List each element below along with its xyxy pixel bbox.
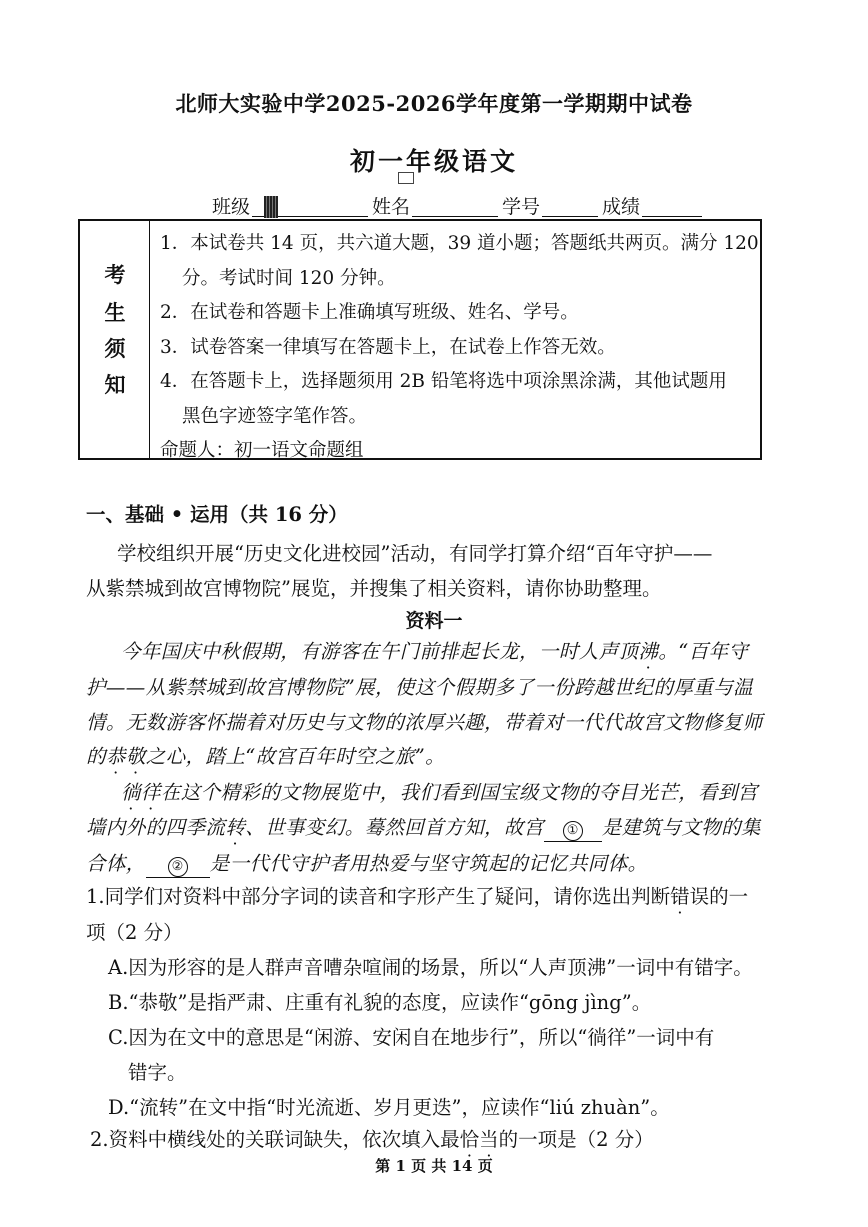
option-b[interactable]: B.“恭敬”是指严肃、庄重有礼貌的态度，应读作“gōng jìng”。 bbox=[108, 991, 652, 1014]
blank-2[interactable] bbox=[146, 852, 210, 878]
option-a[interactable]: A.因为形容的是人群声音嘈杂喧闹的场景，所以“人声顶沸”一词中有错字。 bbox=[108, 956, 753, 979]
notice-item: 3．试卷答案一律填写在答题卡上，在试卷上作答无效。 bbox=[160, 336, 616, 358]
class-field[interactable] bbox=[252, 196, 368, 217]
notice-item: 2．在试卷和答题卡上准确填写班级、姓名、学号。 bbox=[160, 302, 579, 323]
dotted-char: 沸 bbox=[638, 640, 659, 663]
question-1-cont: 项（2 分） bbox=[86, 921, 183, 944]
student-info-row bbox=[212, 192, 706, 219]
material-line bbox=[121, 777, 758, 805]
dotted-char: 敬 bbox=[125, 745, 146, 768]
dotted-char: 恰 bbox=[459, 1128, 480, 1151]
section-heading: 一、基础 • 运用（共 16 分） bbox=[86, 503, 348, 526]
material-line bbox=[86, 812, 761, 842]
text-span: 之心，踏上“故宫百年时空之旅”。 bbox=[145, 745, 446, 768]
text-span: 。“百年守 bbox=[658, 640, 749, 663]
id-label: 学号 bbox=[502, 196, 541, 218]
dotted-char: 当 bbox=[479, 1128, 499, 1151]
exam-subtitle: 初一年级语文 bbox=[349, 147, 518, 176]
score-field[interactable] bbox=[642, 196, 702, 217]
dotted-char: 恭 bbox=[105, 745, 126, 768]
material-line bbox=[86, 848, 648, 878]
material-title: 资料一 bbox=[405, 610, 463, 632]
material-line: 护——从紫禁城到故宫博物院”展，使这个假期多了一份跨越世纪的厚重与温 bbox=[86, 676, 754, 699]
text-span: 1.同学们对资料中部分字词的读音和字形产生了疑问，请你选出判断 bbox=[86, 885, 671, 908]
notice-item: 1．本试卷共 14 页，共六道大题，39 道小题；答题纸共两页。满分 120 bbox=[160, 233, 759, 254]
handwritten-scribble bbox=[264, 196, 278, 218]
option-c-cont: 错字。 bbox=[128, 1061, 187, 1084]
dotted-char: 徜 bbox=[121, 781, 141, 804]
notice-author: 命题人：初一语文命题组 bbox=[160, 440, 364, 461]
notice-item: 分。考试时间 120 分钟。 bbox=[182, 267, 396, 289]
option-c[interactable]: C.因为在文中的意思是“闲游、安闲自在地步行”，所以“徜徉”一词中有 bbox=[108, 1026, 715, 1049]
material-line bbox=[121, 636, 748, 664]
notice-char: 知 bbox=[104, 372, 126, 397]
text-span: 墙内外的四季流 bbox=[86, 816, 226, 839]
class-label: 班级 bbox=[212, 196, 251, 218]
text-span: 今年国庆中秋假期，有游客在午门前排起长龙，一时人声顶 bbox=[121, 640, 639, 663]
material-line bbox=[86, 741, 445, 769]
notice-item: 4．在答题卡上，选择题须用 2B 铅笔将选中项涂黑涂满，其他试题用 bbox=[160, 371, 727, 392]
intro-line-2: 从紫禁城到故宫博物院”展览，并搜集了相关资料，请你协助整理。 bbox=[86, 577, 662, 600]
text-span: 的一项是（2 分） bbox=[498, 1128, 654, 1151]
question-1 bbox=[86, 881, 748, 909]
dotted-char: 转 bbox=[225, 816, 246, 839]
intro-line-1: 学校组织开展“历史文化进校园”活动，有同学打算介绍“百年守护—— bbox=[117, 542, 713, 565]
stamp-mark bbox=[398, 172, 414, 184]
blank-1[interactable] bbox=[544, 816, 602, 842]
exam-notice-box bbox=[78, 219, 762, 460]
name-field[interactable] bbox=[412, 196, 498, 217]
notice-body bbox=[160, 227, 759, 469]
id-field[interactable] bbox=[542, 196, 598, 217]
text-span: 、世事变幻。蓦然回首方知，故宫 bbox=[245, 816, 544, 839]
blank-number: ② bbox=[168, 857, 188, 877]
notice-char: 考 bbox=[104, 262, 126, 287]
question-2 bbox=[90, 1124, 654, 1152]
text-span: 合体， bbox=[86, 852, 146, 875]
text-span: 是一代代守护者用热爱与坚守筑起的记忆共同体。 bbox=[209, 852, 648, 875]
text-span: 2.资料中横线处的关联词缺失，依次填入最 bbox=[90, 1128, 460, 1151]
notice-char: 须 bbox=[104, 336, 126, 361]
score-label: 成绩 bbox=[602, 196, 641, 218]
notice-side-label bbox=[80, 221, 150, 458]
notice-item: 黑色字迹签字笔作答。 bbox=[182, 405, 368, 427]
text-span: 在这个精彩的文物展览中，我们看到国宝级文物的夺目光芒，看到宫 bbox=[160, 781, 758, 804]
exam-title: 北师大实验中学2025-2026学年度第一学期期中试卷 bbox=[175, 91, 693, 116]
text-span: 误的一 bbox=[689, 885, 749, 908]
text-span: 是建筑与文物的集 bbox=[601, 816, 761, 839]
name-label: 姓名 bbox=[372, 196, 411, 218]
material-line: 情。无数游客怀揣着对历史与文物的浓厚兴趣，带着对一代代故宫文物修复师 bbox=[86, 711, 763, 734]
page-footer: 第 1 页 共 14 页 bbox=[375, 1157, 493, 1175]
blank-number: ① bbox=[563, 821, 583, 841]
dotted-char: 徉 bbox=[140, 781, 161, 804]
dotted-char: 错 bbox=[670, 885, 690, 908]
notice-char: 生 bbox=[104, 300, 126, 325]
option-d[interactable]: D.“流转”在文中指“时光流逝、岁月更迭”，应读作“liú zhuàn”。 bbox=[108, 1096, 670, 1119]
text-span: 的 bbox=[86, 745, 106, 768]
